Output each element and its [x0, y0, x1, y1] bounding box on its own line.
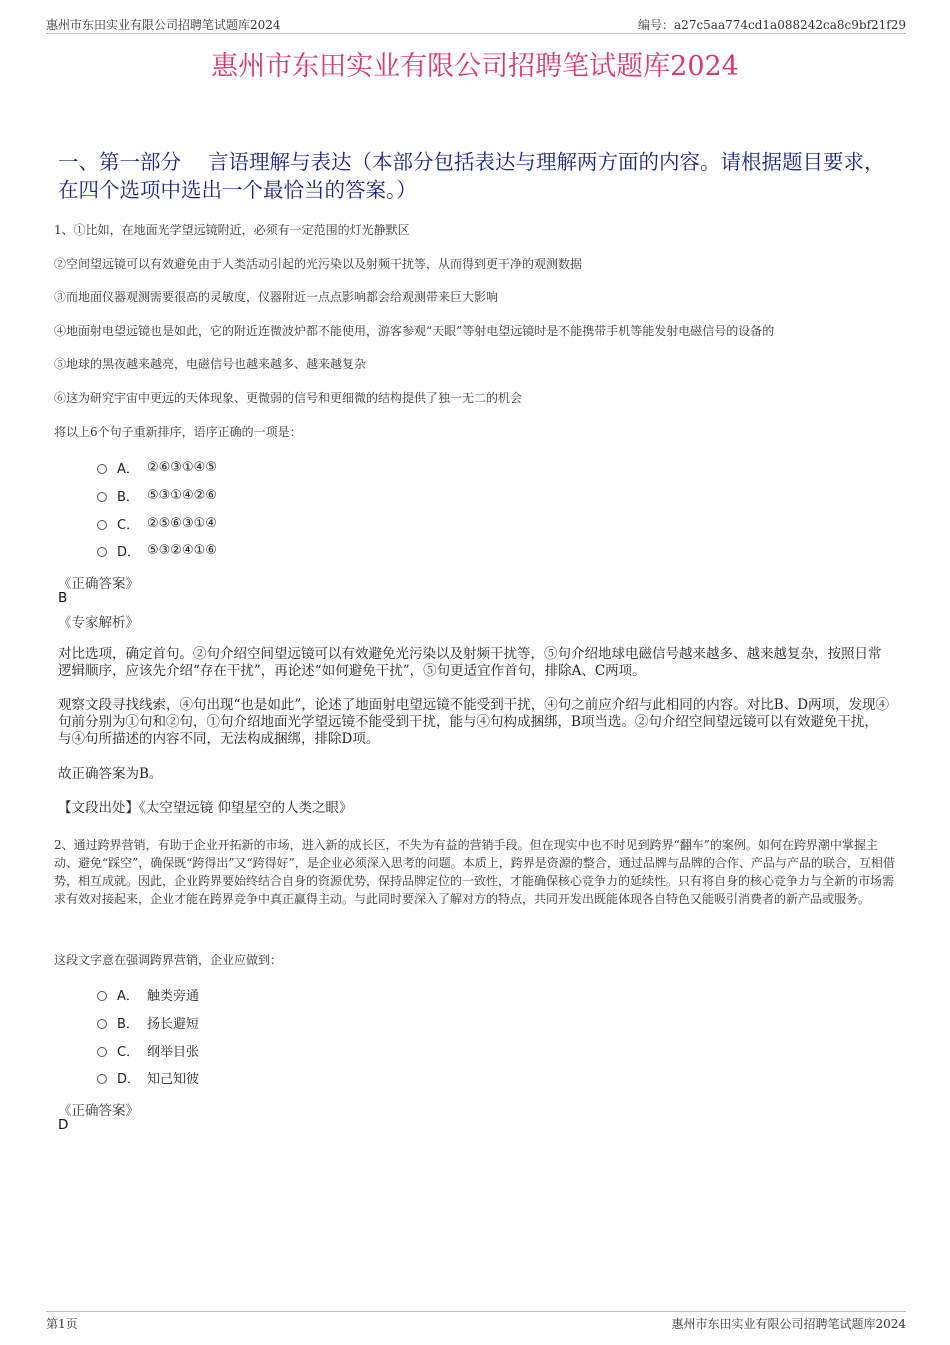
q1-analysis-label: 《专家解析》 [58, 615, 139, 631]
page-title: 惠州市东田实业有限公司招聘笔试题库2024 [211, 51, 739, 82]
q2-prompt: 这段文字意在强调跨界营销，企业应做到： [54, 953, 283, 967]
q1-source: 【文段出处】《太空望远镜 仰望星空的人类之眼》 [58, 800, 353, 816]
q2-option-b[interactable]: B． 扬长避短 [97, 1012, 199, 1032]
radio-button[interactable] [97, 1074, 107, 1084]
q1-analysis-para-1: 对比选项，确定首句。②句介绍空间望远镜可以有效避免光污染以及射频干扰等，⑤句介绍地球电磁信号越来越多、越来越复杂，按照日常逻辑顺序，应该先介绍“存在干扰”，再论述“如何避免干扰”，⑤句更适宜作首句，排除A、C两项。 [58, 646, 882, 679]
q1-option-d[interactable]: D． ⑤③②④①⑥ [97, 540, 217, 560]
radio-button[interactable] [97, 547, 107, 557]
q1-line-3: ③而地面仪器观测需要很高的灵敏度，仪器附近一点点影响都会给观测带来巨大影响 [54, 290, 499, 304]
radio-button[interactable] [97, 1047, 107, 1057]
q2-answer: D [58, 1117, 69, 1133]
q2-passage: 2、通过跨界营销，有助于企业开拓新的市场，进入新的成长区，不失为有益的营销手段。但在现实中也不时见到跨界“翻车”的案例。如何在跨界潮中掌握主动、避免“踩空”，确保既“跨得出”又“跨得好”，是企业必须深入思考的问题。本质上，跨界是资源的整合，通过品牌与品牌的合作、产品与产品的联合，互相借势，相互成就。因此，企业跨界要始终结合自身的资源优势，保持品牌定位的一致性，才能确保核心竞争力的延续性。只有将自身的核心竞争力与全新的市场需求有效对接起来，企业才能在跨界竞争中真正赢得主动。与此同时要深入了解对方的特点，共同开发出既能体现各自特色又能吸引消费者的新产品或服务。 [54, 838, 895, 906]
header-left-title: 惠州市东田实业有限公司招聘笔试题库2024 [46, 18, 281, 32]
footer-divider [46, 1311, 906, 1312]
q1-option-b[interactable]: B． ⑤③①④②⑥ [97, 485, 217, 505]
q1-line-4: ④地面射电望远镜也是如此，它的附近连微波炉都不能使用，游客参观“天眼”等射电望远镜时是不能携带手机等能发射电磁信号的设备的 [54, 324, 775, 338]
radio-button[interactable] [97, 1019, 107, 1029]
footer-title: 惠州市东田实业有限公司招聘笔试题库2024 [671, 1317, 906, 1331]
document-id: 编号：a27c5aa774cd1a088242ca8c9bf21f29 [638, 18, 906, 32]
q1-analysis-para-3: 故正确答案为B。 [58, 766, 163, 782]
q1-option-c[interactable]: C． ②⑤⑥③①④ [97, 513, 217, 533]
page-number: 第1页 [46, 1317, 78, 1331]
q1-prompt: 将以上6个句子重新排序，语序正确的一项是： [54, 425, 302, 439]
q2-option-d[interactable]: D． 知己知彼 [97, 1067, 199, 1087]
header-divider [46, 33, 906, 34]
q1-analysis-para-2: 观察文段寻找线索，④句出现“也是如此”，论述了地面射电望远镜不能受到干扰，④句之前应介绍与此相同的内容。对比B、D两项，发现④句前分别为①句和②句，①句介绍地面光学望远镜不能受到干扰，能与④句构成捆绑，B项当选。②句介绍空间望远镜可以有效避免干扰，与④句所描述的内容不同，无法构成捆绑，排除D项。 [58, 697, 890, 747]
q1-option-a[interactable]: A． ②⑥③①④⑤ [97, 457, 217, 477]
radio-button[interactable] [97, 520, 107, 530]
radio-button[interactable] [97, 991, 107, 1001]
section-heading: 一、第一部分 言语理解与表达（本部分包括表达与理解两方面的内容。请根据题目要求，在四个选项中选出一个最恰当的答案。） [58, 150, 885, 202]
q1-answer: B [58, 590, 68, 606]
q1-line-1: 1、①比如，在地面光学望远镜附近，必须有一定范围的灯光静默区 [54, 223, 410, 237]
radio-button[interactable] [97, 492, 107, 502]
radio-button[interactable] [97, 464, 107, 474]
q2-option-c[interactable]: C． 纲举目张 [97, 1040, 199, 1060]
q1-line-2: ②空间望远镜可以有效避免由于人类活动引起的光污染以及射频干扰等，从而得到更干净的观测数据 [54, 257, 583, 271]
q1-answer-label: 《正确答案》 [58, 576, 139, 592]
q2-option-a[interactable]: A． 触类旁通 [97, 984, 199, 1004]
q1-line-6: ⑥这为研究宇宙中更远的天体现象、更微弱的信号和更细微的结构提供了独一无二的机会 [54, 391, 523, 405]
q1-line-5: ⑤地球的黑夜越来越亮，电磁信号也越来越多、越来越复杂 [54, 357, 367, 371]
q2-answer-label: 《正确答案》 [58, 1103, 139, 1119]
